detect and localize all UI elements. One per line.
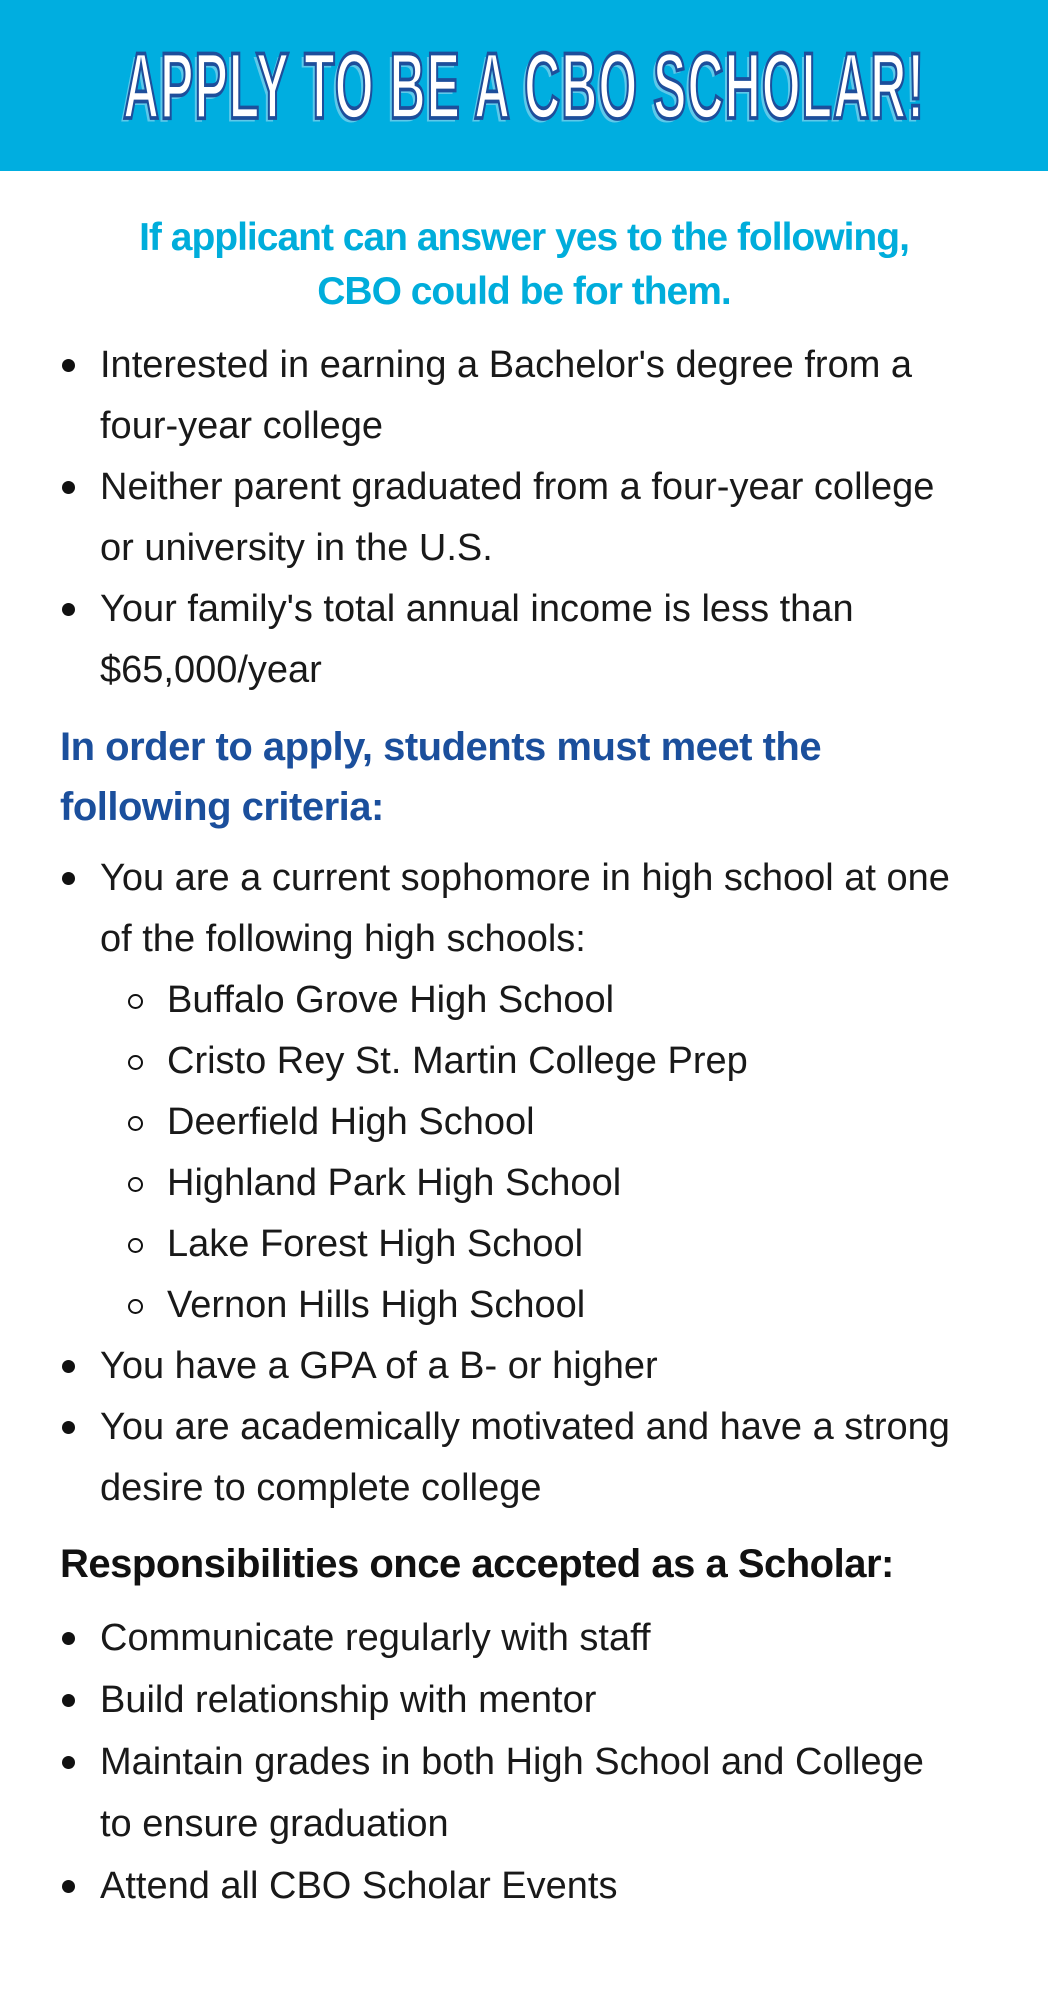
schools-sublist xyxy=(100,970,988,1336)
list-item-line: to ensure graduation xyxy=(100,1803,449,1845)
eligibility-list xyxy=(60,335,988,701)
list-item-line: Build relationship with mentor xyxy=(100,1679,597,1721)
eligibility-heading-line2: CBO could be for them. xyxy=(317,270,731,313)
list-item-line: Interested in earning a Bachelor's degree from a xyxy=(100,344,913,386)
list-item-line: You are a current sophomore in high school at one xyxy=(100,857,950,899)
list-item xyxy=(60,335,988,457)
flyer-title: APPLY TO BE A CBO SCHOLAR! xyxy=(122,32,926,139)
list-item-line: You have a GPA of a B- or higher xyxy=(100,1345,658,1387)
list-item-line: or university in the U.S. xyxy=(100,527,493,569)
list-item xyxy=(60,579,988,701)
school-name: Buffalo Grove High School xyxy=(167,979,615,1021)
header-banner xyxy=(0,0,1048,171)
list-item-line: You are academically motivated and have a strong xyxy=(100,1406,950,1448)
list-item-line: Communicate regularly with staff xyxy=(100,1617,651,1659)
criteria-heading-line1: In order to apply, students must meet the xyxy=(60,725,822,769)
eligibility-heading-line1: If applicant can answer yes to the following, xyxy=(139,216,909,259)
list-item-line: desire to complete college xyxy=(100,1467,542,1509)
list-item xyxy=(60,1607,988,1669)
list-item-line: Neither parent graduated from a four-year college xyxy=(100,466,935,508)
school-item xyxy=(100,1214,988,1275)
list-item-line: Maintain grades in both High School and College xyxy=(100,1741,924,1783)
list-item-gpa xyxy=(60,1336,988,1397)
list-item-line: $65,000/year xyxy=(100,649,322,691)
list-item xyxy=(60,457,988,579)
school-item xyxy=(100,1153,988,1214)
school-item xyxy=(100,970,988,1031)
flyer-body xyxy=(0,211,1048,1917)
criteria-list xyxy=(60,848,988,1519)
school-name: Vernon Hills High School xyxy=(167,1284,586,1326)
school-name: Deerfield High School xyxy=(167,1101,535,1143)
list-item-schools xyxy=(60,848,988,1336)
list-item-line: Your family's total annual income is less than xyxy=(100,588,854,630)
school-item xyxy=(100,1092,988,1153)
list-item-line: four-year college xyxy=(100,405,384,447)
list-item-line: Attend all CBO Scholar Events xyxy=(100,1865,618,1907)
list-item-line: of the following high schools: xyxy=(100,918,586,960)
responsibilities-heading-line: Responsibilities once accepted as a Scholar: xyxy=(60,1542,894,1586)
list-item xyxy=(60,1669,988,1731)
school-name: Highland Park High School xyxy=(167,1162,622,1204)
list-item-motivated xyxy=(60,1397,988,1519)
list-item xyxy=(60,1731,988,1855)
responsibilities-heading xyxy=(60,1533,988,1595)
eligibility-heading xyxy=(60,211,988,319)
criteria-heading xyxy=(60,717,988,837)
criteria-heading-line2: following criteria: xyxy=(60,785,384,829)
school-item xyxy=(100,1275,988,1336)
school-item xyxy=(100,1031,988,1092)
list-item xyxy=(60,1855,988,1917)
school-name: Lake Forest High School xyxy=(167,1223,584,1265)
school-name: Cristo Rey St. Martin College Prep xyxy=(167,1040,748,1082)
responsibilities-list xyxy=(60,1607,988,1917)
